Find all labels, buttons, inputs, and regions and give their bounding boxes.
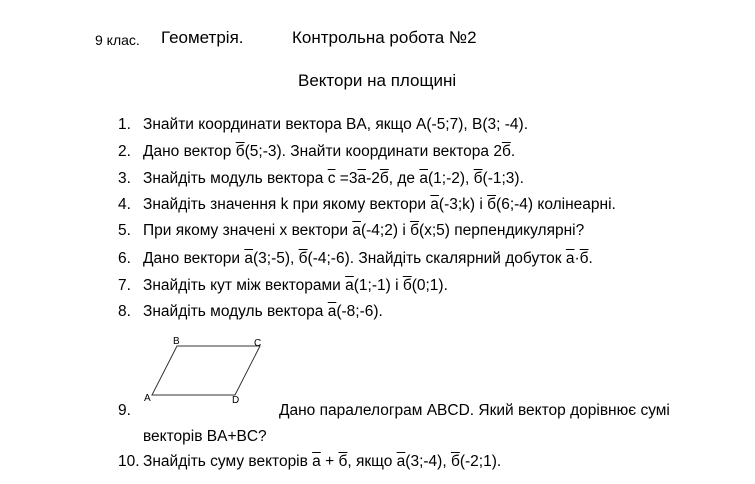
- task-number: 6.: [118, 250, 131, 267]
- task-text-part: , де: [388, 170, 420, 187]
- task-text-part: (5;-3). Знайти координати вектора 2: [244, 143, 502, 160]
- vector-symbol: б: [410, 222, 419, 239]
- vector-symbol: $\overline{a}$: [345, 277, 354, 294]
- vector-symbol: $\overline{a}$: [419, 170, 428, 187]
- parallelogram-figure: [143, 324, 277, 420]
- task-text-part: (3;-4),: [405, 453, 451, 470]
- vertex-label-d: D: [232, 395, 240, 406]
- task-10-text: [143, 453, 501, 470]
- vector-symbol: $\overline{c}$: [327, 170, 336, 187]
- task-text-part: Знайдіть кут між векторами: [143, 277, 346, 294]
- task-7: [118, 277, 448, 295]
- task-text-part: =3: [335, 170, 358, 187]
- task-text-part: (3;-5),: [253, 250, 299, 267]
- task-text-part: (x;5) перпендикулярні?: [418, 222, 585, 239]
- task-text-part: При якому значені x вектори: [143, 222, 353, 239]
- task-number: 5.: [118, 222, 131, 239]
- task-number: 2.: [118, 143, 131, 160]
- task-text-part: (0;1).: [411, 277, 448, 294]
- vertex-label-c: C: [254, 338, 262, 349]
- header-grade: 9 клас.: [95, 32, 140, 48]
- task-2: [118, 143, 515, 161]
- vector-symbol: $\overline{a}$: [396, 453, 406, 470]
- task-text-part: .: [588, 250, 593, 267]
- task-text-part: Знайдіть модуль вектора: [143, 170, 328, 187]
- task-number: 7.: [118, 277, 131, 294]
- vector-symbol: $\overline{a}$: [430, 196, 439, 213]
- parallelogram-shape: [152, 346, 260, 395]
- task-number: 3.: [118, 170, 131, 187]
- task-text-part: -2: [366, 170, 380, 187]
- task-10: 10. Знайдіть суму векторів $\overline{a} + б$, якщо $\overline{a}(3;-4)$, б(-2;1).: [118, 453, 502, 470]
- vector-symbol: $\overline{a}$: [244, 250, 253, 267]
- task-text-part: .: [510, 143, 516, 160]
- vector-symbol: б: [579, 250, 589, 267]
- vector-symbol: б: [450, 453, 460, 470]
- parallelogram-diagram: [143, 324, 277, 420]
- task-6: [118, 250, 593, 268]
- header-subject: Геометрія.: [161, 28, 244, 47]
- task-text-part: (-2;1).: [459, 453, 502, 470]
- task-text-part: (-4;-6). Знайдіть скалярний добуток: [307, 250, 566, 267]
- task-text-part: Дано вектори: [143, 250, 245, 267]
- vector-symbol: б: [487, 196, 497, 213]
- vector-symbol: б: [338, 453, 348, 470]
- task-4: [118, 196, 616, 214]
- vector-symbol: $\overline{a}$: [327, 303, 337, 320]
- task-text-part: (1;-1) і: [353, 277, 403, 294]
- task-1: [118, 116, 528, 134]
- task-number: 1.: [118, 116, 131, 133]
- vertex-label-b: B: [173, 336, 180, 347]
- vector-symbol: б: [402, 277, 412, 294]
- vector-symbol: $\overline{a}$: [312, 453, 321, 470]
- task-9-number: 9.: [118, 402, 131, 419]
- task-3: [118, 170, 524, 188]
- vector-symbol: $\overline{a}$: [565, 250, 575, 267]
- task-text-part: Знайдіть модуль вектора: [143, 303, 328, 320]
- task-text-part: Знайдіть суму векторів: [143, 453, 313, 470]
- vector-symbol: б: [473, 170, 483, 187]
- vector-symbol: $\overline{a}$: [352, 222, 361, 239]
- task-number: 4.: [118, 196, 131, 213]
- task-text-part: Дано вектор: [143, 143, 236, 160]
- task-text-part: Знайдіть значення k при якому вектори: [143, 196, 431, 213]
- vector-symbol: $\overline{a}$: [357, 170, 367, 187]
- task-5: [118, 222, 584, 240]
- task-number: 8.: [118, 303, 131, 320]
- task-text-part: Знайти координати вектора BA, якщо A(-5;7), B(3; -4).: [143, 116, 528, 133]
- task-text-part: (6;-4) колінеарні.: [496, 196, 616, 213]
- task-text-part: (-4;2) і: [360, 222, 411, 239]
- vector-symbol: б: [379, 170, 389, 187]
- task-9-continuation: векторів BA+BC?: [143, 428, 267, 445]
- task-text-part: (-8;-6).: [336, 303, 383, 320]
- header-test-title: Контрольна робота №2: [292, 28, 477, 47]
- vector-symbol: б: [501, 143, 511, 160]
- vector-symbol: б: [235, 143, 245, 160]
- task-text-part: , якщо: [347, 453, 397, 470]
- task-text-part: (-1;3).: [482, 170, 524, 187]
- task-8: [118, 303, 383, 321]
- vertex-label-a: A: [144, 393, 151, 404]
- task-9-text: Дано паралелограм ABCD. Який вектор дорівнює сумі: [279, 402, 670, 419]
- task-text-part: (-3;k) і: [438, 196, 488, 213]
- task-text-part: +: [320, 453, 339, 470]
- task-text-part: (1;-2),: [427, 170, 474, 187]
- page-subtitle: Вектори на площині: [298, 71, 457, 90]
- task-text-part: ·: [574, 250, 580, 267]
- vector-symbol: б: [298, 250, 308, 267]
